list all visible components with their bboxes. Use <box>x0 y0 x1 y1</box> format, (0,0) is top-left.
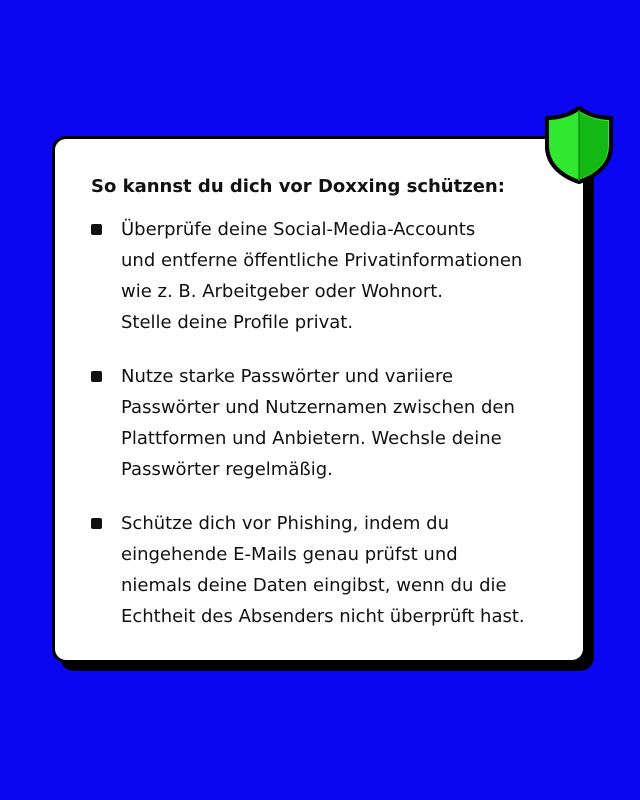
list-item <box>91 361 553 485</box>
tips-card <box>52 136 586 663</box>
tips-list <box>91 214 553 632</box>
bullet-icon <box>91 224 102 235</box>
tip-text: Überprüfe deine Social-Media-Accounts und entferne öffentliche Privatinformationen wie z. B. Arbeitgeber oder Wohnort. Stelle deine Profile privat. <box>121 219 523 333</box>
bullet-icon <box>91 371 102 382</box>
tip-text: Nutze starke Passwörter und variiere Passwörter und Nutzernamen zwischen den Plattformen und Anbietern. Wechsle deine Passwörter regelmäßig. <box>121 366 515 480</box>
tip-text: Schütze dich vor Phishing, indem du eingehende E-Mails genau prüfst und niemals deine Daten eingibst, wenn du die Echtheit des Absenders nicht überprüft hast. <box>121 513 525 627</box>
shield-icon <box>541 104 617 186</box>
bullet-icon <box>91 518 102 529</box>
list-item <box>91 214 553 338</box>
card-title: So kannst du dich vor Doxxing schützen: <box>91 176 505 197</box>
list-item <box>91 508 553 632</box>
